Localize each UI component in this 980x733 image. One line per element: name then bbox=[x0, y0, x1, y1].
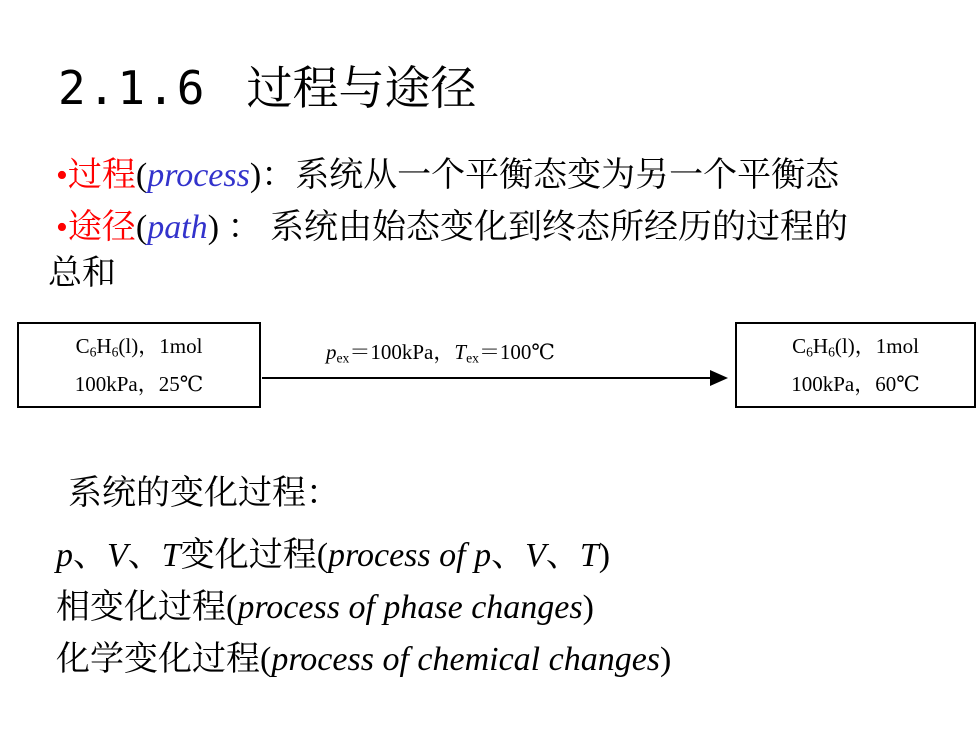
initial-state-line2: 100kPa，25℃ bbox=[74, 372, 204, 397]
slide-title bbox=[58, 52, 476, 118]
term-process: 过程 bbox=[67, 157, 136, 194]
process-item-pvt: p、V、T变化过程(process of p、V、T) bbox=[56, 537, 611, 574]
final-state-line2: 100kPa，60℃ bbox=[791, 372, 920, 397]
definition-path bbox=[56, 199, 848, 248]
arrow-head-icon bbox=[710, 370, 728, 386]
process-condition: $p_{ex}=100kPa$，$T_{ex}=100℃$ bbox=[326, 340, 555, 366]
process-list-heading: 系统的变化过程： bbox=[68, 475, 340, 512]
final-state-line1: $C_6H_6(l)$，1mol bbox=[792, 334, 919, 360]
final-state-box bbox=[735, 322, 976, 408]
paren-open: ( bbox=[135, 157, 148, 194]
bullet: • bbox=[56, 209, 68, 246]
definition-text: 系统由始态变化到终态所经历的过程的 bbox=[270, 209, 849, 246]
separator: ： bbox=[219, 209, 271, 246]
definition-path-cont: 总和 bbox=[48, 255, 116, 292]
paren-open: ( bbox=[135, 209, 148, 246]
initial-state-line1: $C_6H_6(l)$，1mol bbox=[75, 334, 203, 360]
separator: ： bbox=[261, 157, 296, 194]
paren-close: ) bbox=[249, 157, 262, 194]
term-process-en: process bbox=[147, 157, 250, 194]
definition-text: 系统从一个平衡态变为另一个平衡态 bbox=[295, 157, 840, 194]
initial-state-box bbox=[17, 322, 261, 408]
term-path-en: path bbox=[147, 209, 208, 246]
term-path: 途径 bbox=[67, 209, 136, 246]
definition-process bbox=[56, 147, 839, 196]
paren-close: ) bbox=[207, 209, 220, 246]
bullet: • bbox=[56, 157, 68, 194]
process-item-phase: 相变化过程(process of phase changes) bbox=[56, 589, 594, 626]
section-title: 过程与途径 bbox=[246, 61, 477, 115]
section-number: 2.1.6 bbox=[58, 61, 207, 115]
process-item-chemical: 化学变化过程(process of chemical changes) bbox=[56, 641, 672, 678]
process-arrow-line bbox=[262, 377, 722, 379]
